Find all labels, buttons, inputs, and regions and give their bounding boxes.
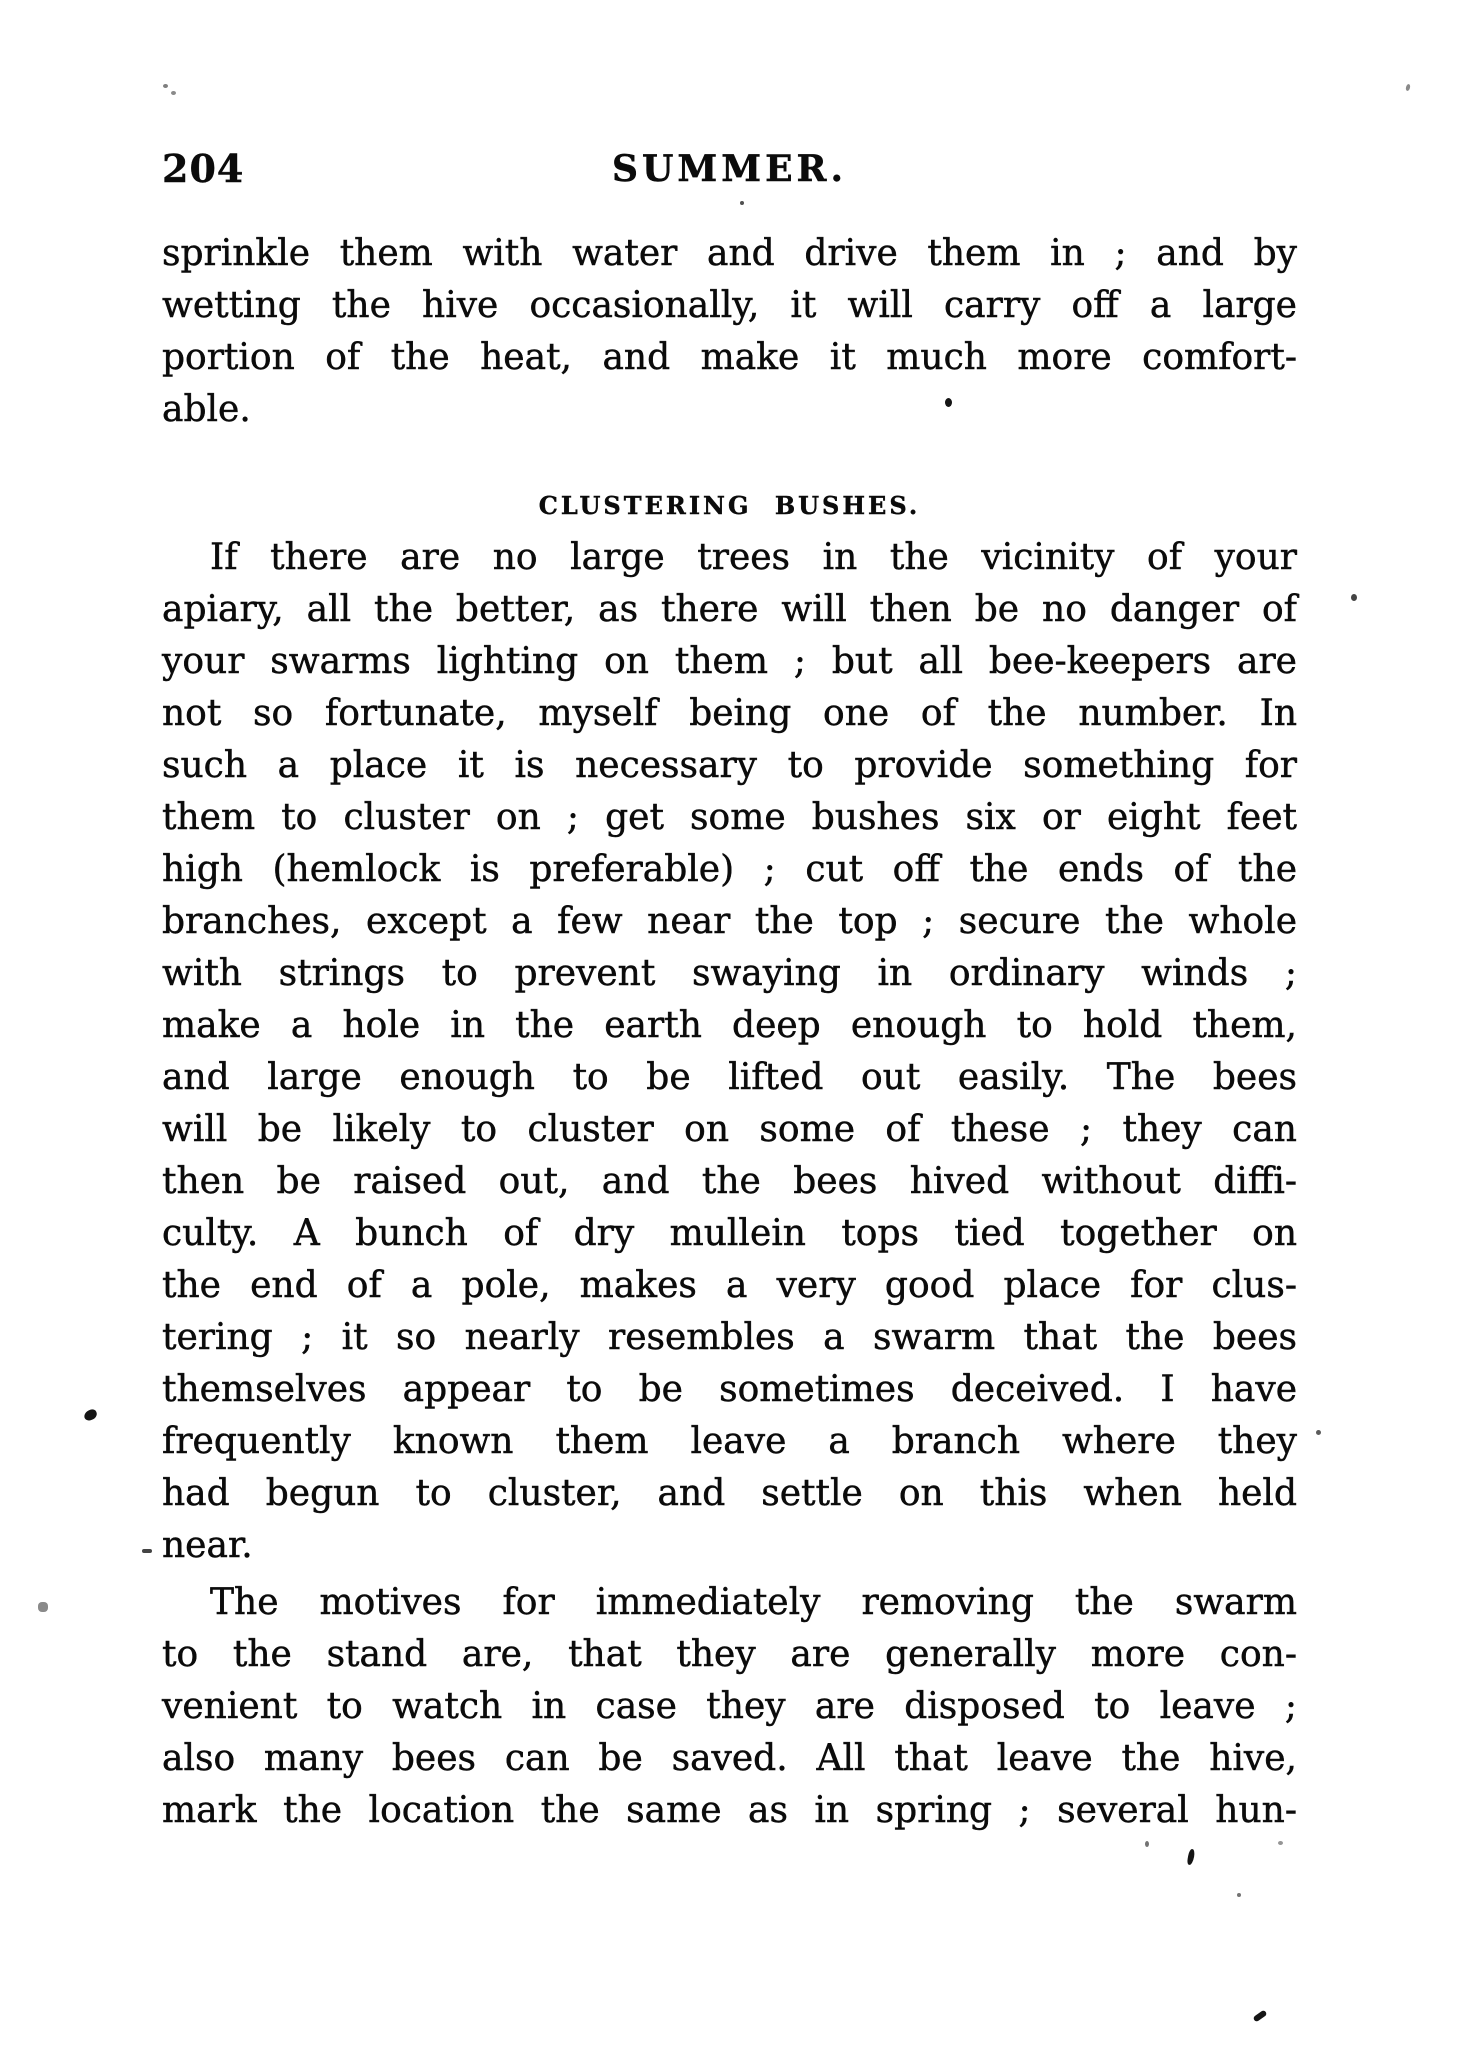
text-line: The motives for immediately removing the swarm: [210, 1582, 1297, 1623]
scan-speck: [171, 91, 176, 95]
text-line: such a place it is necessary to provide something for: [162, 745, 1297, 786]
scan-speck: [1187, 1849, 1196, 1866]
scan-speck: [163, 84, 168, 88]
text-line: themselves appear to be sometimes deceived. I have: [162, 1369, 1297, 1410]
running-title: SUMMER.: [612, 148, 847, 190]
text-line: branches, except a few near the top ; secure the whole: [162, 901, 1297, 942]
paragraph-3: [162, 1577, 1297, 1837]
text-line: with strings to prevent swaying in ordinary winds ;: [162, 953, 1297, 994]
text-line: apiary, all the better, as there will then be no danger of: [162, 589, 1297, 630]
text-line: If there are no large trees in the vicinity of your: [210, 537, 1297, 578]
text-line: frequently known them leave a branch where they: [162, 1421, 1297, 1462]
text-block: [162, 228, 1297, 1837]
paragraph-1: [162, 228, 1297, 436]
text-line: your swarms lighting on them ; but all bee-keepers are: [162, 641, 1297, 682]
scan-speck: [740, 201, 744, 205]
text-line: also many bees can be saved. All that leave the hive,: [162, 1738, 1297, 1779]
text-line: sprinkle them with water and drive them in ; and by: [162, 233, 1297, 274]
text-line: near.: [162, 1525, 253, 1566]
text-line: culty. A bunch of dry mullein tops tied together on: [162, 1213, 1297, 1254]
text-line: then be raised out, and the bees hived without diffi-: [162, 1161, 1297, 1202]
paragraph-2: [162, 532, 1297, 1572]
text-line: high (hemlock is preferable) ; cut off the ends of the: [162, 849, 1297, 890]
text-line: will be likely to cluster on some of these ; they can: [162, 1109, 1297, 1150]
text-line: and large enough to be lifted out easily. The bees: [162, 1057, 1297, 1098]
text-line: portion of the heat, and make it much more comfort-: [162, 337, 1297, 378]
section-heading: CLUSTERING BUSHES.: [538, 491, 921, 520]
text-line: wetting the hive occasionally, it will carry off a large: [162, 285, 1297, 326]
scan-speck: [83, 1408, 99, 1422]
scan-speck: [1237, 1893, 1241, 1897]
text-line: mark the location the same as in spring ; several hun-: [162, 1790, 1297, 1831]
scan-speck: [1278, 1841, 1283, 1845]
text-line: had begun to cluster, and settle on this when held: [162, 1473, 1297, 1514]
scan-speck: [1405, 84, 1411, 92]
text-line: to the stand are, that they are generally more con-: [162, 1634, 1297, 1675]
text-line: them to cluster on ; get some bushes six or eight feet: [162, 797, 1297, 838]
text-line: able.: [162, 389, 251, 430]
scan-speck: [1253, 2010, 1268, 2023]
scan-speck: [1316, 1430, 1321, 1435]
text-line: tering ; it so nearly resembles a swarm that the bees: [162, 1317, 1297, 1358]
text-line: not so fortunate, myself being one of the number. In: [162, 693, 1297, 734]
text-line: venient to watch in case they are disposed to leave ;: [162, 1686, 1297, 1727]
scan-speck: [38, 1602, 48, 1612]
page-number: 204: [162, 146, 245, 191]
text-line: the end of a pole, makes a very good place for clus-: [162, 1265, 1297, 1306]
scan-speck: [1145, 1841, 1149, 1847]
scan-speck: [142, 1549, 152, 1553]
scan-speck: [945, 398, 952, 407]
scan-speck: [1351, 594, 1357, 601]
running-head: [162, 146, 1297, 192]
text-line: make a hole in the earth deep enough to hold them,: [162, 1005, 1297, 1046]
